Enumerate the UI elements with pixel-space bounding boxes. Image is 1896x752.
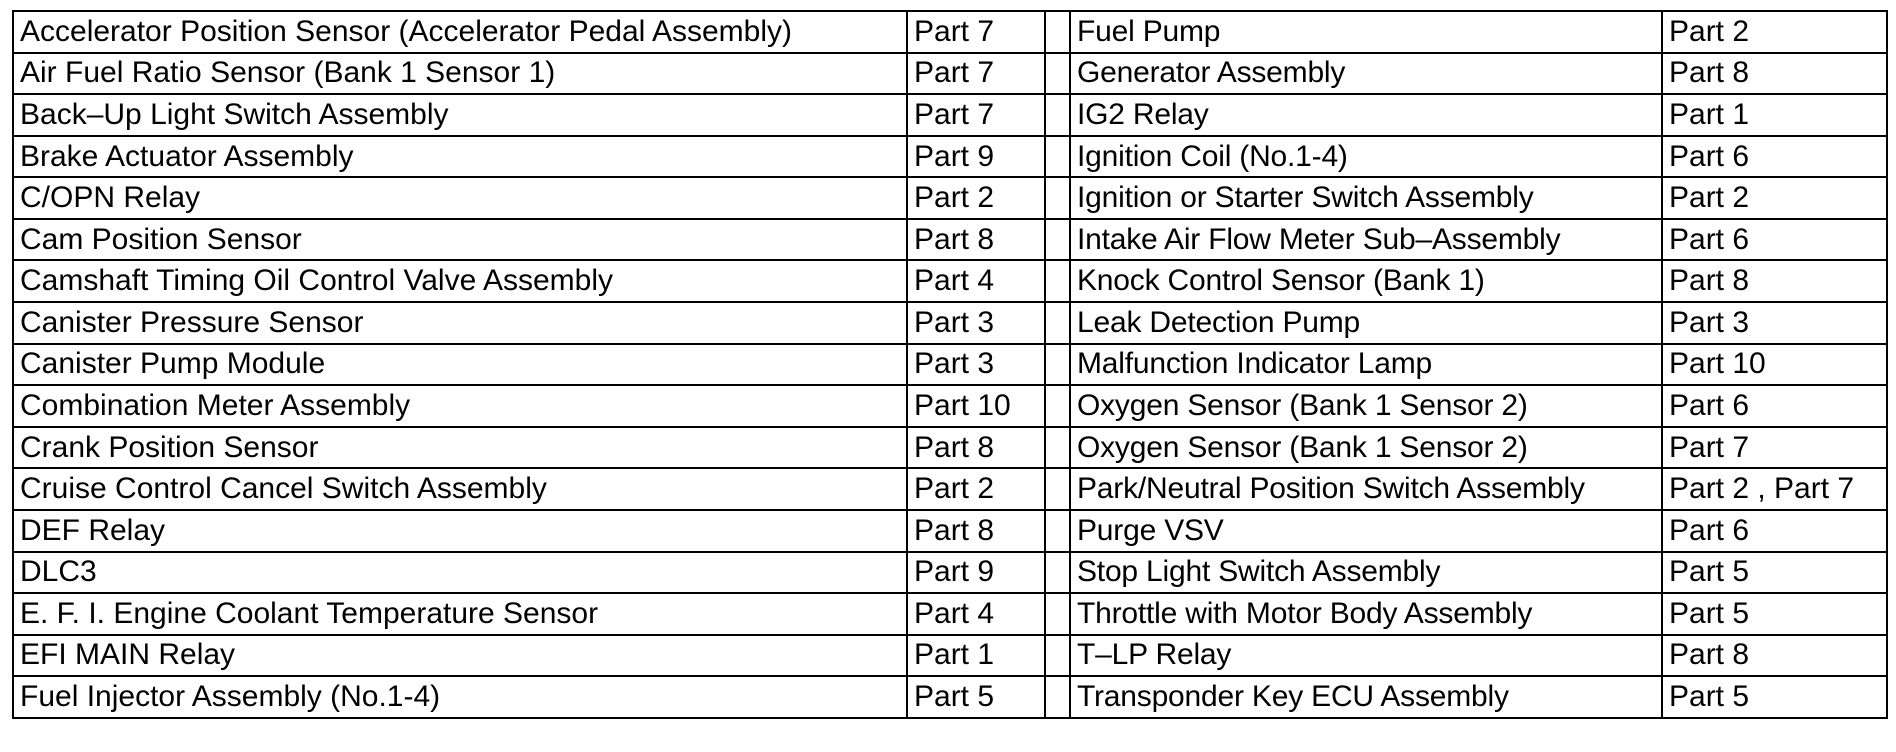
table-row <box>13 177 1887 219</box>
component-name: EFI MAIN Relay <box>13 635 907 677</box>
part-location: Part 9 <box>907 552 1045 594</box>
table-row <box>13 385 1887 427</box>
part-location: Part 8 <box>907 219 1045 261</box>
component-name: Purge VSV <box>1070 510 1662 552</box>
table-row <box>13 136 1887 178</box>
part-location: Part 6 <box>1662 385 1887 427</box>
part-location: Part 10 <box>1662 344 1887 386</box>
component-name: Oxygen Sensor (Bank 1 Sensor 2) <box>1070 385 1662 427</box>
part-location: Part 8 <box>907 427 1045 469</box>
table-row <box>13 344 1887 386</box>
component-name: Knock Control Sensor (Bank 1) <box>1070 260 1662 302</box>
table-row <box>13 427 1887 469</box>
table-row <box>13 11 1887 53</box>
column-gap <box>1045 385 1070 427</box>
component-name: Transponder Key ECU Assembly <box>1070 676 1662 718</box>
part-location: Part 3 <box>907 302 1045 344</box>
part-location: Part 8 <box>907 510 1045 552</box>
part-location: Part 6 <box>1662 136 1887 178</box>
component-name: Stop Light Switch Assembly <box>1070 552 1662 594</box>
table-row <box>13 552 1887 594</box>
component-name: Ignition Coil (No.1-4) <box>1070 136 1662 178</box>
column-gap <box>1045 344 1070 386</box>
part-location: Part 3 <box>907 344 1045 386</box>
component-name: IG2 Relay <box>1070 94 1662 136</box>
component-name: Throttle with Motor Body Assembly <box>1070 593 1662 635</box>
table-row <box>13 219 1887 261</box>
component-name: Air Fuel Ratio Sensor (Bank 1 Sensor 1) <box>13 53 907 95</box>
table-row <box>13 593 1887 635</box>
part-location: Part 2 <box>907 177 1045 219</box>
part-location: Part 2 <box>1662 11 1887 53</box>
component-name: Park/Neutral Position Switch Assembly <box>1070 468 1662 510</box>
column-gap <box>1045 468 1070 510</box>
component-name: Accelerator Position Sensor (Accelerator Pedal Assembly) <box>13 11 907 53</box>
component-name: Combination Meter Assembly <box>13 385 907 427</box>
part-location: Part 7 <box>1662 427 1887 469</box>
column-gap <box>1045 552 1070 594</box>
column-gap <box>1045 593 1070 635</box>
part-location: Part 3 <box>1662 302 1887 344</box>
part-location: Part 6 <box>1662 510 1887 552</box>
part-location: Part 9 <box>907 136 1045 178</box>
component-name: Back–Up Light Switch Assembly <box>13 94 907 136</box>
component-name: Fuel Injector Assembly (No.1-4) <box>13 676 907 718</box>
parts-location-table <box>12 10 1888 719</box>
part-location: Part 6 <box>1662 219 1887 261</box>
table-row <box>13 510 1887 552</box>
column-gap <box>1045 635 1070 677</box>
component-name: Ignition or Starter Switch Assembly <box>1070 177 1662 219</box>
component-name: Malfunction Indicator Lamp <box>1070 344 1662 386</box>
component-name: Leak Detection Pump <box>1070 302 1662 344</box>
part-location: Part 4 <box>907 593 1045 635</box>
parts-table-body <box>13 11 1887 718</box>
component-name: Brake Actuator Assembly <box>13 136 907 178</box>
part-location: Part 1 <box>907 635 1045 677</box>
part-location: Part 2 <box>1662 177 1887 219</box>
component-name: Oxygen Sensor (Bank 1 Sensor 2) <box>1070 427 1662 469</box>
part-location: Part 8 <box>1662 635 1887 677</box>
part-location: Part 5 <box>1662 552 1887 594</box>
column-gap <box>1045 427 1070 469</box>
part-location: Part 5 <box>1662 593 1887 635</box>
part-location: Part 7 <box>907 53 1045 95</box>
component-name: E. F. I. Engine Coolant Temperature Sensor <box>13 593 907 635</box>
table-row <box>13 676 1887 718</box>
component-name: Fuel Pump <box>1070 11 1662 53</box>
component-name: Cruise Control Cancel Switch Assembly <box>13 468 907 510</box>
part-location: Part 5 <box>1662 676 1887 718</box>
component-name: Generator Assembly <box>1070 53 1662 95</box>
column-gap <box>1045 219 1070 261</box>
component-name: Camshaft Timing Oil Control Valve Assembly <box>13 260 907 302</box>
component-name: DEF Relay <box>13 510 907 552</box>
column-gap <box>1045 302 1070 344</box>
table-row <box>13 635 1887 677</box>
part-location: Part 2 <box>907 468 1045 510</box>
component-name: DLC3 <box>13 552 907 594</box>
component-name: Crank Position Sensor <box>13 427 907 469</box>
part-location: Part 7 <box>907 11 1045 53</box>
part-location: Part 4 <box>907 260 1045 302</box>
table-row <box>13 53 1887 95</box>
table-row <box>13 94 1887 136</box>
part-location: Part 7 <box>907 94 1045 136</box>
column-gap <box>1045 510 1070 552</box>
part-location: Part 8 <box>1662 260 1887 302</box>
column-gap <box>1045 11 1070 53</box>
part-location: Part 1 <box>1662 94 1887 136</box>
component-name: Canister Pump Module <box>13 344 907 386</box>
column-gap <box>1045 177 1070 219</box>
component-name: Cam Position Sensor <box>13 219 907 261</box>
column-gap <box>1045 260 1070 302</box>
column-gap <box>1045 53 1070 95</box>
column-gap <box>1045 136 1070 178</box>
table-row <box>13 260 1887 302</box>
component-name: Canister Pressure Sensor <box>13 302 907 344</box>
part-location: Part 2 , Part 7 <box>1662 468 1887 510</box>
part-location: Part 8 <box>1662 53 1887 95</box>
component-name: T–LP Relay <box>1070 635 1662 677</box>
table-row <box>13 302 1887 344</box>
column-gap <box>1045 676 1070 718</box>
part-location: Part 5 <box>907 676 1045 718</box>
component-name: Intake Air Flow Meter Sub–Assembly <box>1070 219 1662 261</box>
component-name: C/OPN Relay <box>13 177 907 219</box>
part-location: Part 10 <box>907 385 1045 427</box>
column-gap <box>1045 94 1070 136</box>
table-row <box>13 468 1887 510</box>
